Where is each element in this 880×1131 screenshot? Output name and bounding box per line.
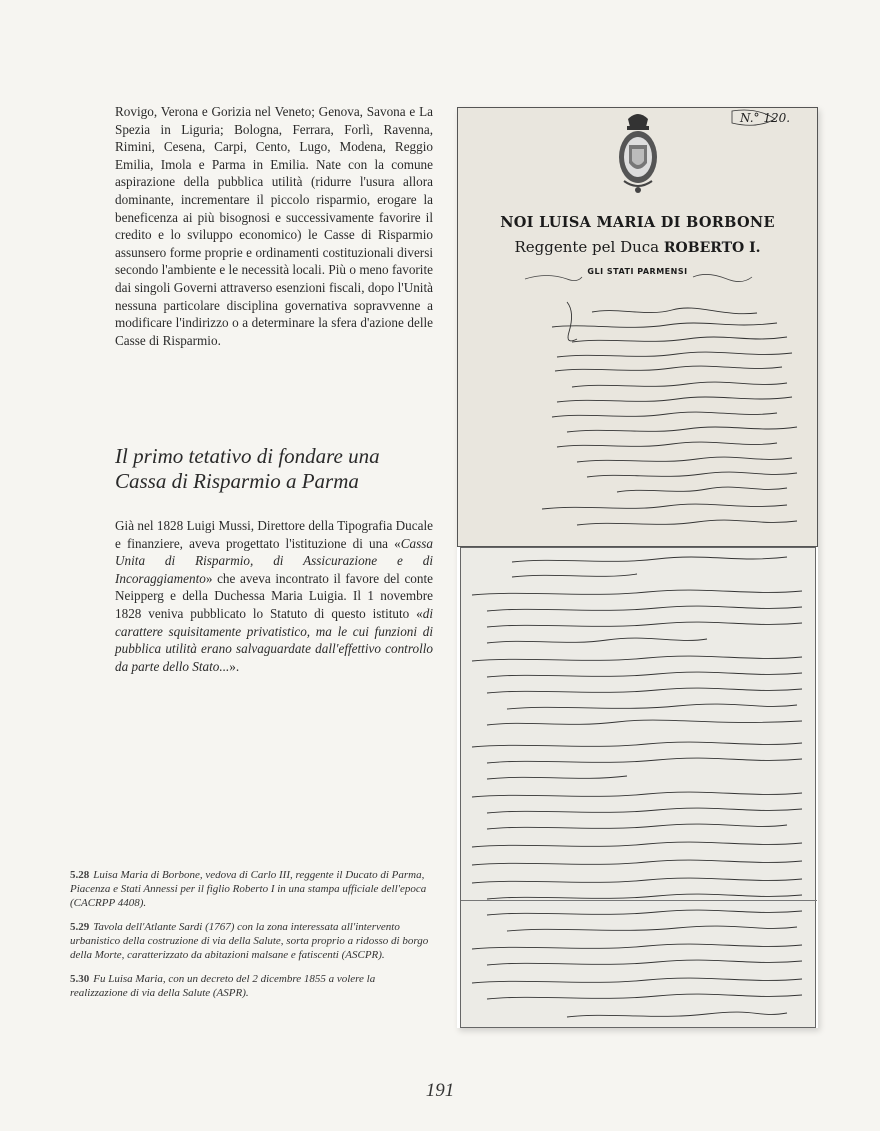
caption-label: 5.28 (70, 869, 90, 881)
paragraph-2-text-b: » che aveva incontrato il favore del conte Neipperg e della Duchessa Maria Luigia. Il 1 novembre 1828 veniva pubblicato lo Statuto di questo istituto « (115, 570, 433, 621)
caption-5-29 (70, 920, 430, 962)
paragraph-2-italic-a: Cassa Unita di Risparmio, di Assicurazione e di Incoraggiamento (115, 535, 433, 586)
body-paragraph-2 (115, 517, 433, 675)
paragraph-2-text-c: ». (229, 658, 240, 674)
decree-title: NOI LUISA MARIA DI BORBONE (500, 214, 775, 231)
paragraph-2-italic-b: di carattere squisitamente privatistico, ma le cui funzioni di pubblica utilità erano salvaguardate dall'effettivo controllo da parte dello Stato... (115, 605, 433, 674)
caption-label: 5.30 (70, 973, 90, 985)
decree-subtitle-name: ROBERTO I. (663, 240, 761, 256)
caption-text: Tavola dell'Atlante Sardi (1767) con la zona interessata all'intervento urbanistico della costruzione di via della Salute, sorta proprio a ridosso di borgo della Morte, caratterizzato da abitazioni malsane e fatiscenti (ASCPR). (70, 921, 429, 961)
caption-5-28 (70, 868, 430, 910)
decree-number: N.° 120. (740, 111, 791, 125)
section-heading: Il primo tetativo di fondare una Cassa di Risparmio a Parma (115, 444, 380, 493)
caption-text: Fu Luisa Maria, con un decreto del 2 dicembre 1855 a volere la realizzazione di via della Salute (ASPR). (70, 973, 376, 999)
caption-label: 5.29 (70, 921, 90, 933)
decree-document-image (457, 107, 818, 1028)
page-number: 191 (425, 1080, 455, 1101)
decree-states-label: GLI STATI PARMENSI (587, 267, 688, 276)
captions (70, 868, 430, 1010)
paragraph-2-text-a: Già nel 1828 Luigi Mussi, Direttore della Tipografia Ducale e finanziere, aveva progettato l'istituzione di una « (115, 518, 433, 551)
caption-text: Luisa Maria di Borbone, vedova di Carlo III, reggente il Ducato di Parma, Piacenza e Stati Annessi per il figlio Roberto I in una stampa ufficiale dell'epoca (CACRPP 4408). (70, 869, 427, 909)
decree-subtitle-prefix: Reggente pel Duca (514, 238, 660, 256)
coat-of-arms-icon (619, 114, 657, 193)
body-paragraph-1: Rovigo, Verona e Gorizia nel Veneto; Genova, Savona e La Spezia in Liguria; Bologna, Ferrara, Forlì, Ravenna, Rimini, Cesena, Carpi, Cento, Lugo, Modena, Reggio Emilia, Imola e Parma in Emilia. Nate con la comune aspirazione della pubblica utilità (ridurre l'usura allora dominante, incrementare il piccolo risparmio, erogare la beneficenza ai più bisognosi e successivamente favorire il credito e lo sviluppo economico) le Casse di Risparmio assunsero forme proprie e ordinamenti costituzionali diversi secondo l'ambiente e le necessità locali. Più o meno favorite dai singoli Governi attraverso esenzioni fiscali, dopo l'Unità nessuna particolare disciplina governativa sopravvenne a modificare l'indirizzo o a determinare la sfera d'azione delle Casse di Risparmio. (115, 104, 433, 348)
caption-5-30 (70, 972, 430, 1000)
decree-subtitle (457, 238, 818, 256)
